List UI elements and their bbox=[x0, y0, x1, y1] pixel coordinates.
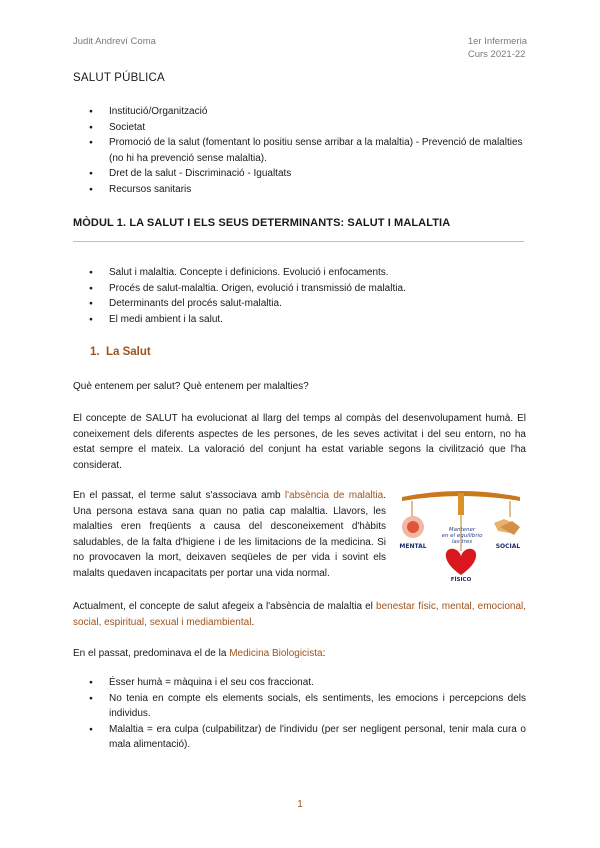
document-title: SALUT PÚBLICA bbox=[73, 72, 165, 84]
list-item: ● Procés de salut-malaltia. Origen, evolució i transmissió de malaltia. bbox=[73, 281, 525, 297]
list-item: ● Salut i malaltia. Concepte i definicions. Evolució i enfocaments. bbox=[73, 265, 525, 281]
horizontal-divider bbox=[73, 241, 524, 242]
paragraph-current: Actualment, el concepte de salut afegeix a l'absència de malaltia el benestar físic, mental, emocional, social, espiritual, sexual i mediambiental. bbox=[73, 601, 527, 628]
paragraph-evolution: El concepte de SALUT ha evolucionat al llarg del temps al compàs del desenvolupament humà. El coneixement dels diferents aspectes de les persones, de les seves activitat i del seu entorn, no ha estat sempre el mateix. La valoració del conjunt ha estat variable segons la civilització que l'ha considerat. bbox=[73, 413, 526, 471]
module-topics-list bbox=[73, 265, 525, 327]
highlight-biologicist: Medicina Biologicista bbox=[229, 648, 323, 659]
scale-pillar-shape bbox=[458, 493, 464, 515]
biologicist-list bbox=[73, 675, 526, 753]
label-fisico: FÍSICO bbox=[450, 577, 472, 583]
page-number: 1 bbox=[297, 799, 303, 810]
header-course-year: 1er Infermeria bbox=[467, 36, 527, 47]
intro-question: Què entenem per salut? Què entenem per malalties? bbox=[73, 381, 309, 392]
health-balance-illustration bbox=[396, 487, 526, 583]
highlight-wellbeing: benestar físic, mental, emocional, social, espiritual, sexual i mediambiental bbox=[73, 601, 527, 628]
paragraph-biologicist: En el passat, predominava el de la Medicina Biologicista: bbox=[73, 648, 326, 659]
paragraph-past: En el passat, el terme salut s'associava amb l'absència de malaltia. Una persona estava sana quan no patia cap malaltia. Llavors, les malalties eren freqüents a causa del desconeixement d'hàbits saludables, de la falta d'higiene i de les limitacions de la medicina. Si no provocaven la mort, deixaven seqüeles de per vida i sovint els malalts quedaven incapacitats per portar una vida normal. bbox=[73, 490, 386, 579]
list-item: ● Malaltia = era culpa (culpabilitzar) de l'individu (per ser negligent personal, tenir mala cura o mala alimentació). bbox=[73, 722, 526, 753]
section-number: 1. bbox=[90, 346, 100, 358]
list-item: ● Societat bbox=[73, 120, 533, 136]
header-course-term: Curs 2021-22 bbox=[467, 49, 526, 60]
list-item: ● Institució/Organització bbox=[73, 104, 533, 120]
list-item: ● Recursos sanitaris bbox=[73, 182, 533, 198]
label-social: SOCIAL bbox=[495, 543, 521, 550]
highlight-absence: l'absència de malaltia bbox=[284, 490, 384, 501]
header-author: Judit Andreví Coma bbox=[73, 36, 156, 47]
center-caption-3: las tres bbox=[451, 539, 473, 545]
header-course bbox=[468, 35, 527, 61]
list-item: ● Promoció de la salut (fomentant lo positiu sense arribar a la malaltia) - Prevenció de malalties (no hi ha prevenció sense malaltia). bbox=[73, 135, 533, 166]
list-item: ● Determinants del procés salut-malaltia. bbox=[73, 296, 525, 312]
list-item: ● Ésser humà = màquina i el seu cos fraccionat. bbox=[73, 675, 526, 691]
module-heading: MÒDUL 1. LA SALUT I ELS SEUS DETERMINANTS: SALUT I MALALTIA bbox=[73, 217, 451, 229]
label-mental: MENTAL bbox=[399, 543, 427, 550]
section-title: La Salut bbox=[105, 346, 151, 358]
list-item: ● No tenia en compte els elements socials, els sentiments, les emocions i percepcions dels individus. bbox=[73, 691, 526, 722]
intro-list bbox=[73, 104, 533, 198]
center-caption-1: Mantener bbox=[448, 527, 476, 533]
list-item: ● El medi ambient i la salut. bbox=[73, 312, 525, 328]
list-item: ● Dret de la salut - Discriminació - Igualtats bbox=[73, 166, 533, 182]
section-heading bbox=[90, 346, 151, 358]
center-caption-2: en el equilibrio bbox=[441, 533, 483, 539]
